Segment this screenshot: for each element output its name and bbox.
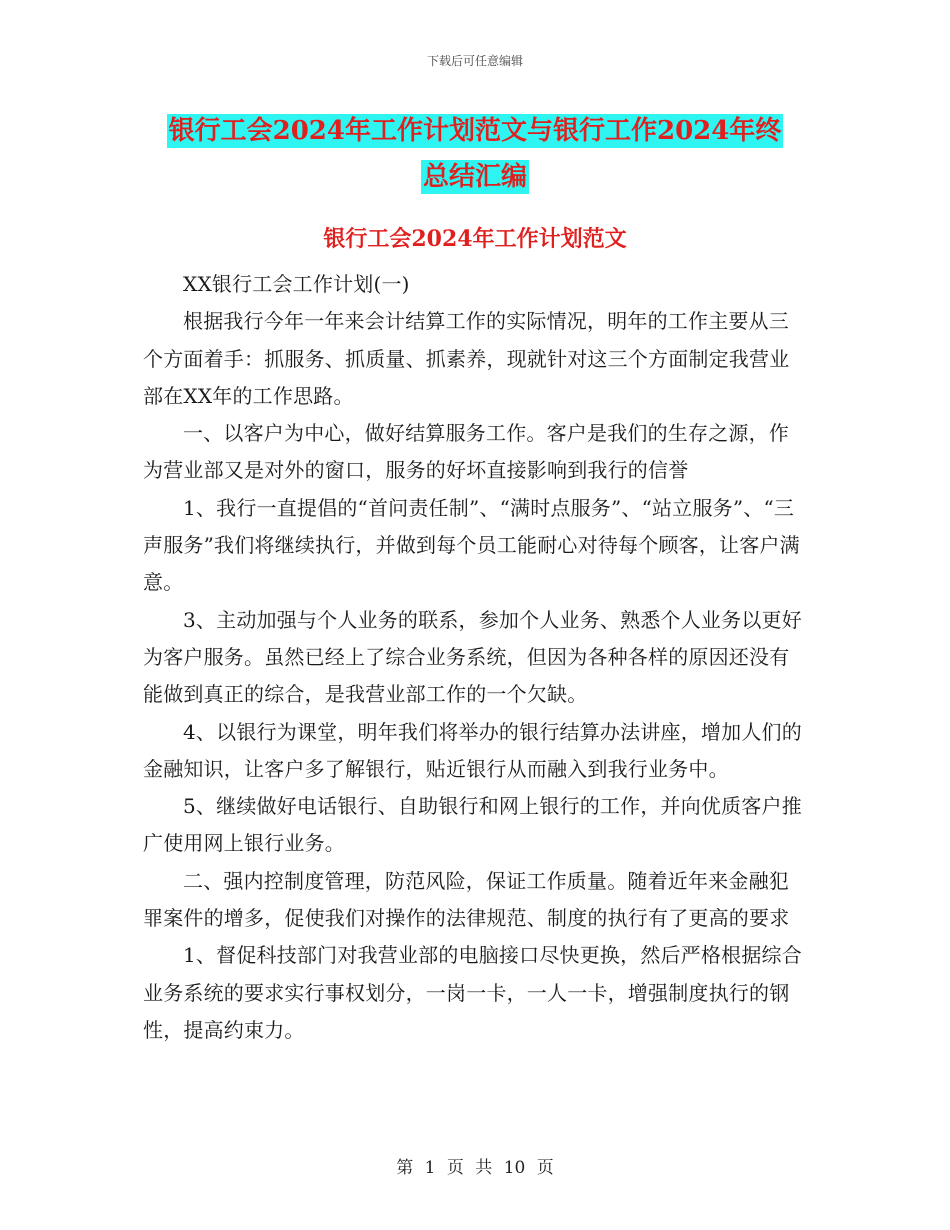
document-title [140, 108, 810, 200]
paragraph: 1、督促科技部门对我营业部的电脑接口尽快更换，然后严格根据综合业务系统的要求实行事权划分，一岗一卡，一人一卡，增强制度执行的钢性，提高约束力。 [143, 943, 802, 1042]
paragraph: 一、以客户为中心，做好结算服务工作。客户是我们的生存之源，作为营业部又是对外的窗口，服务的好坏直接影响到我行的信誉 [143, 421, 789, 483]
paragraph: 1、我行一直提倡的“首问责任制”、“满时点服务”、“站立服务”、“三声服务”我们将继续执行，并做到每个员工能耐心对待每个顾客，让客户满意。 [143, 495, 800, 595]
header-note: 下载后可任意编辑 [426, 54, 523, 68]
paragraph: 根据我行今年一年来会计结算工作的实际情况，明年的工作主要从三个方面着手：抓服务、抓质量、抓素养，现就针对这三个方面制定我营业部在XX年的工作思路。 [143, 309, 790, 408]
title-line-2: 总结汇编 [422, 162, 527, 192]
document-body [143, 266, 807, 1049]
paragraph: 4、以银行为课堂，明年我们将举办的银行结算办法讲座，增加人们的金融知识，让客户多了解银行，贴近银行从而融入到我行业务中。 [143, 719, 802, 781]
title-line-1: 银行工会2024年工作计划范文与银行工作2024年终 [168, 116, 782, 146]
paragraph: 3、主动加强与个人业务的联系，参加个人业务、熟悉个人业务以更好为客户服务。虽然已经上了综合业务系统，但因为各种各样的原因还没有能做到真正的综合，是我营业部工作的一个欠缺。 [143, 607, 802, 707]
paragraph: 5、继续做好电话银行、自助银行和网上银行的工作，并向优质客户推广使用网上银行业务。 [143, 794, 802, 856]
page-footer: 第 1 页 共 10 页 [396, 1158, 554, 1178]
paragraph: 二、强内控制度管理，防范风险，保证工作质量。随着近年来金融犯罪案件的增多，促使我们对操作的法律规范、制度的执行有了更高的要求 [143, 868, 790, 931]
section-title: 银行工会2024年工作计划范文 [323, 226, 627, 252]
paragraph: XX银行工会工作计划(一) [183, 272, 410, 296]
